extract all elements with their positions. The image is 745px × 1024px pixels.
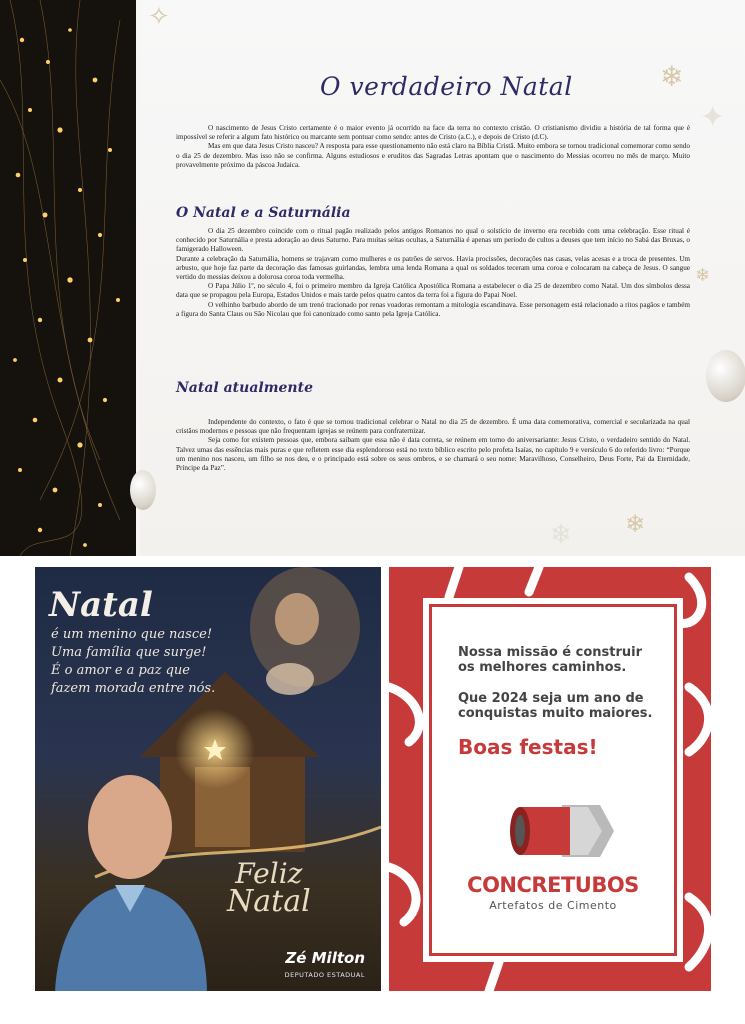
ad-natal-line: Uma família que surge! [51, 645, 207, 660]
paragraph: Independente do contexto, o fato é que se tornou tradicional celebrar o Natal no dia 25 de dezembro. É uma data comemorativa, comercial e secularizada na qual cristãos modernos e pessoas que não frequentam igrejas se reúnem para confraternizar. [176, 418, 690, 436]
intro-text [176, 124, 690, 170]
wish-text: Que 2024 seja um ano de conquistas muito maiores. [458, 691, 653, 721]
concretubos-brand: CONCRETUBOS [467, 873, 639, 897]
paragraph: O Papa Júlio 1º, no século 4, foi o primeiro membro da Igreja Católica Apostólica Romana a estabelecer o dia 25 de dezembro como Natal. Um dos símbolos dessa data que se propagou pela Europa, Estados Unidos e mais tarde pelos quatro cantos da terra foi a figura do Papai Noel. [176, 282, 690, 300]
paragraph: Durante a celebração da Saturnália, homens se trajavam como mulheres e os patrões de servos. Havia procissões, decorações nas casas, velas acesas e a troca de presentes. Um arbusto, que hoje faz parte da decoração das famosas guirlandas, lembra uma lenda Romana a qual os soldados teceram uma coroa e colocaram na cabeça de Jesus. O sangue vertido do messias deixou a dolorosa coroa toda vermelha. [176, 254, 690, 282]
feliz-natal-text [227, 857, 311, 919]
snowflake-icon: ❄ [550, 520, 572, 550]
fairy-lights-image [0, 0, 136, 556]
paragraph: O dia 25 dezembro coincide com o ritual pagão realizado pelos antigos Romanos no qual o solstício de inverno era recebido com uma celebração. Esse ritual é conhecido por Saturnália e presta adoração ao deus Saturno. Para muitas seitas ocultas, a Saturnália é apenas um período de cultos a deuses que tem início no Sabá das Bruxas, o famigerado Halloween. [176, 227, 690, 254]
ornament-ball-icon [706, 350, 745, 402]
concrete-pipe-logo-icon [502, 797, 622, 867]
snowflake-icon: ❄ [660, 60, 684, 93]
star-icon: ✦ [700, 100, 726, 135]
paragraph: O velhinho barbudo abordo de um trenó tracionado por renas voadoras remontam a mitologia escandinava. Esse personagem está relacionado a ritos pagãos e também a figura do Santa Claus ou São Nicolau que foi canonizado como santo pela Igreja Católica. [176, 300, 690, 318]
mission-text: Nossa missão é construir os melhores caminhos. [458, 645, 643, 675]
section-title-saturnalia: O Natal e a Saturnália [176, 205, 351, 221]
ad-ze-milton [35, 567, 381, 991]
ad-natal-title: Natal [49, 585, 153, 625]
feliz-text: Feliz [235, 857, 303, 890]
brand-subtitle: Artefatos de Cimento [489, 899, 617, 912]
deputado-role: DEPUTADO ESTADUAL [284, 971, 365, 979]
snowflake-icon: ✧ [148, 2, 170, 32]
ze-milton-signature: Zé Milton [285, 949, 365, 967]
atualmente-text [176, 418, 690, 473]
paragraph: O nascimento de Jesus Cristo certamente é o maior evento já ocorrido na face da terra no contexto cristão. O cristianismo dividiu a história de tal forma que é impossível se referir a algum fato histórico ou marcante sem pontuar como sendo: antes de Cristo (a.C.), e depois de Cristo (d.C). [176, 124, 690, 142]
ad-natal-line: É o amor e a paz que [51, 663, 190, 678]
ornament-ball-icon [130, 470, 156, 510]
paragraph: Seja como for existem pessoas que, embora saibam que essa não é data correta, se reúnem em torno do aniversariante: Jesus Cristo, o verdadeiro sentido do Natal. Talvez umas das essências mais puras e que refletem esse dia esplendoroso está no texto bíblico escrito pelo profeta Isaías, no capítulo 9 e versículo 6 do referido livro: “Porque um menino nos nasceu, um filho se nos deu, e o principado está sobre os seus ombros, e se chamará o seu nome: Maravilhoso, Conselheiro, Deus Forte, Pai da Eternidade, Príncipe da Paz”. [176, 436, 690, 473]
saturnalia-text [176, 227, 690, 319]
greeting-card [429, 604, 677, 956]
ad-natal-line: é um menino que nasce! [51, 627, 213, 642]
section-title-atualmente: Natal atualmente [176, 380, 313, 396]
article-title: O verdadeiro Natal [320, 72, 573, 101]
ad-natal-line: fazem morada entre nós. [51, 681, 216, 696]
snowflake-icon: ❄ [695, 265, 711, 286]
snowflake-icon: ❄ [625, 510, 646, 538]
paragraph: Mas em que data Jesus Cristo nasceu? A resposta para esse questionamento não está claro na Bíblia Cristã. Muito embora se tornou tradicional comemorar como sendo o dia 25 de dezembro. Mas isso não se confirma. Alguns estudiosos e eruditos das Sagradas Letras apontam que o nascimento do Messias ocorreu no mês de março. Muito provavelmente próximo da páscoa Judaica. [176, 142, 690, 169]
ad-concretubos [389, 567, 711, 991]
boas-festas-text: Boas festas! [458, 735, 598, 759]
natal-text: Natal [227, 884, 311, 919]
